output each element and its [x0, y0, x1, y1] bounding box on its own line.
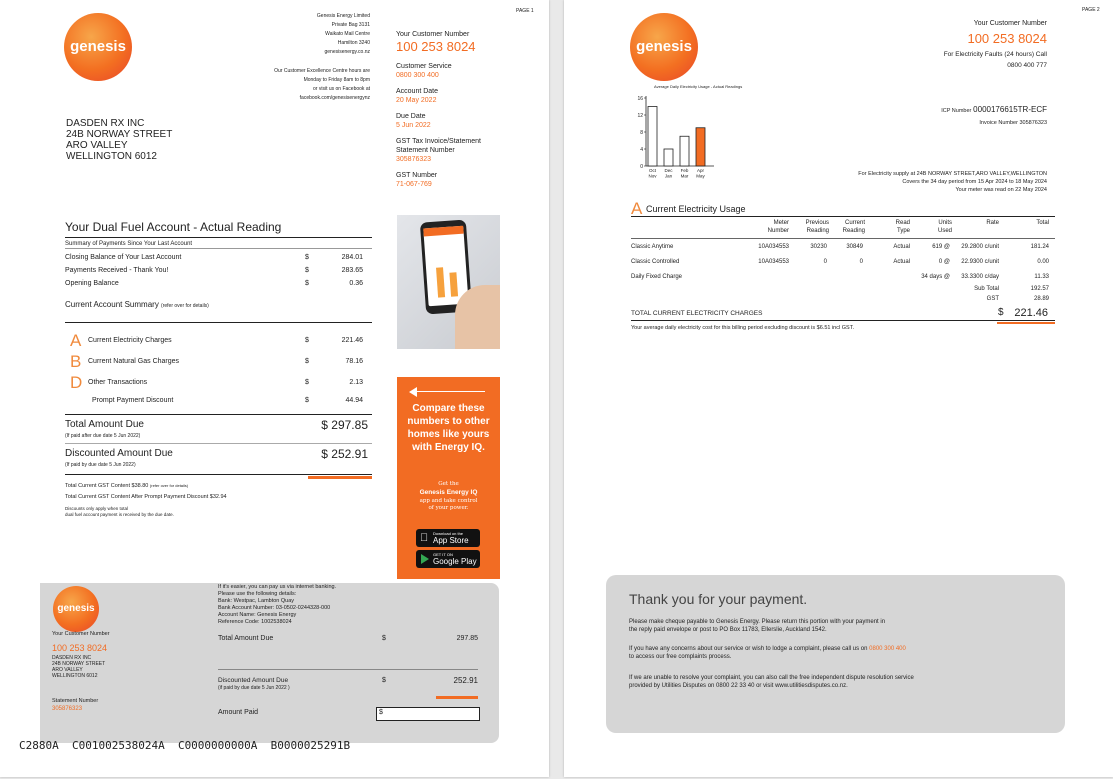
cheque-paragraph: Please make cheque payable to Genesis Energy. Please return this portion with your payment in the reply paid envelope or post to PO Box 11783, Ellerslie, Auckland 1542. [629, 619, 886, 633]
charge-letter: B [70, 352, 82, 371]
faults-label: For Electricity Faults (24 hours) Call [943, 51, 1047, 58]
google-play-label: Google Play [433, 557, 477, 566]
slip-statement-label: Statement Number [52, 698, 99, 704]
bill-page-2 [564, 0, 1113, 777]
account-info [396, 30, 516, 189]
table-cell: 0 [823, 259, 827, 265]
col-header: Previous Reading [805, 220, 829, 234]
gst-line-1: Total Current GST Content $38.80 (refer over for details) [65, 483, 189, 489]
charge-label: Current Electricity Charges [88, 337, 172, 344]
x-tick-label: Oct [648, 168, 657, 173]
orange-underline [436, 696, 478, 699]
customer-number-label: Your Customer Number [396, 31, 470, 38]
app-store-label: App Store [433, 536, 469, 545]
charge-value: 78.16 [345, 358, 363, 365]
slip-customer-number-label: Your Customer Number [52, 631, 110, 637]
summary-value: 283.65 [341, 267, 363, 274]
currency: $ [305, 267, 309, 274]
gst-invoice-label: GST Tax Invoice/Statement [396, 138, 481, 145]
phone-photo [397, 215, 500, 349]
currency: $ [998, 307, 1004, 318]
account-title: Your Dual Fuel Account - Actual Reading [65, 220, 282, 234]
summary-title: Summary of Payments Since Your Last Account [65, 241, 193, 247]
table-cell: 0 @ [938, 259, 950, 265]
charge-letter: D [70, 373, 83, 392]
customer-address: DASDEN RX INC 24B NORWAY STREET ARO VALLEY WELLINGTON 6012 [66, 118, 173, 162]
table-cell: 10A034553 [758, 244, 789, 250]
genesis-logo: genesis [64, 13, 132, 81]
x-tick-label: Feb [680, 168, 689, 173]
table-cell: 34 days @ [921, 274, 950, 280]
charge-value: 2.13 [349, 379, 363, 386]
discount-footnote: Discounts only apply when total dual fuel account payment is received by the due date. [65, 506, 174, 517]
discount-label: Prompt Payment Discount [92, 397, 174, 404]
gst-label: GST [986, 296, 999, 302]
table-cell: Classic Anytime [631, 244, 674, 250]
col-header: Total [1036, 220, 1049, 226]
table-cell: 619 @ [932, 244, 950, 250]
table-cell: 0.00 [1037, 259, 1049, 265]
gst-number-label: GST Number [396, 172, 438, 179]
payment-slip [40, 583, 499, 743]
customer-number: 100 253 8024 [396, 39, 476, 54]
x-tick-label: Apr [696, 168, 705, 173]
col-header: Meter Number [767, 220, 789, 234]
currency: $ [382, 677, 386, 684]
service-hours: Our Customer Excellence Centre hours are Monday to Friday 8am to 8pm or visit us on Facebook at facebook.com/genesisenergynz [274, 68, 370, 101]
table-cell: Classic Controlled [631, 259, 680, 265]
arrow-left-icon [409, 387, 417, 397]
section-letter: A [631, 199, 643, 218]
app-store-small: Download on the [433, 531, 464, 536]
slip-discounted-note: (if paid by due date 5 Jun 2022 ) [218, 685, 290, 691]
total-electricity-label: TOTAL CURRENT ELECTRICITY CHARGES [631, 310, 763, 317]
usage-bar [648, 107, 657, 167]
table-cell: 10A034553 [758, 259, 789, 265]
currency: $ [305, 337, 309, 344]
table-cell: 30230 [810, 244, 827, 250]
slip-total-value: 297.85 [456, 635, 478, 642]
promo-app-name: Genesis Energy IQ [419, 489, 478, 496]
page-label: PAGE 2 [1082, 7, 1100, 13]
statement-number: 305876323 [396, 156, 432, 163]
chart-title: Average Daily Electricity Usage - Actual Readings [654, 84, 743, 89]
table-cell: 22.9300 c/unit [961, 259, 999, 265]
slip-total-label: Total Amount Due [218, 635, 274, 642]
table-cell: 0 [859, 259, 863, 265]
table-cell: 33.3300 c/day [961, 274, 999, 280]
invoice-row: Invoice Number 305876323 [979, 120, 1047, 126]
table-cell: 181.24 [1030, 244, 1049, 250]
google-play-small: GET IT ON [433, 552, 453, 557]
thank-you-panel [606, 575, 1065, 733]
usage-chart [634, 92, 724, 184]
current-summary-title: Current Account Summary (refer over for details) [65, 300, 209, 309]
y-tick-label: 4 [640, 146, 643, 153]
currency: $ [382, 635, 386, 642]
total-electricity-value: 221.46 [1014, 307, 1048, 319]
amount-paid-field[interactable]: $ [376, 707, 480, 721]
charge-label: Current Natural Gas Charges [88, 358, 180, 365]
play-icon [421, 554, 429, 564]
table-cell: Actual [893, 259, 910, 265]
ocr-barcode: C2880A C001002538024A C0000000000A B0000025291B [19, 739, 351, 752]
gst-line-2: Total Current GST Content After Prompt Payment Discount $32.94 [65, 494, 227, 500]
y-tick-label: 0 [640, 163, 643, 170]
slip-statement-number: 305876323 [52, 706, 83, 712]
total-due-note: (If paid after due date 5 Jun 2022) [65, 433, 141, 439]
summary-label: Payments Received - Thank You! [65, 267, 169, 274]
amount-paid-label: Amount Paid [218, 709, 259, 716]
total-due-value: $ 297.85 [321, 418, 368, 432]
table-cell: 29.2800 c/unit [961, 244, 999, 250]
col-header: Rate [986, 220, 999, 226]
summary-value: 284.01 [341, 254, 363, 261]
orange-underline [997, 322, 1055, 324]
customer-number-label: Your Customer Number [973, 20, 1047, 27]
due-date-label: Due Date [396, 113, 426, 120]
company-address: Genesis Energy Limited Private Bag 3131 Waikato Mail Centre Hamilton 3240 genesisenergy.co.nz [316, 13, 370, 55]
gst-value: 28.89 [1033, 296, 1049, 302]
account-date-label: Account Date [396, 88, 439, 95]
section-title: Current Electricity Usage [646, 204, 746, 214]
statement-number-label: Statement Number [396, 147, 455, 154]
faults-number: 0800 400 777 [1007, 62, 1047, 69]
summary-value: 0.36 [349, 280, 363, 287]
usage-bar [680, 136, 689, 166]
y-tick-label: 16 [637, 95, 643, 102]
slip-address: DASDEN RX INC 24B NORWAY STREET ARO VALLEY WELLINGTON 6012 [52, 655, 106, 679]
total-due-label: Total Amount Due [65, 419, 144, 430]
col-header: Units Used [937, 220, 952, 234]
promo-get-the: Get the [438, 481, 459, 487]
slip-customer-number: 100 253 8024 [52, 643, 108, 653]
y-tick-label: 12 [637, 112, 643, 119]
col-header: Read Type [895, 220, 910, 234]
account-date: 20 May 2022 [396, 97, 437, 104]
customer-service-number: 0800 300 400 [396, 72, 439, 79]
complaints-paragraph: If you have any concerns about our service or wish to lodge a complaint, please call us on 0800 300 400 to access our free complaints process. [629, 646, 906, 660]
orange-underline [308, 476, 372, 479]
due-date: 5 Jun 2022 [396, 122, 431, 129]
icp-row: ICP Number 0000176615TR-ECF [941, 105, 1047, 114]
app-store-button[interactable] [416, 529, 480, 547]
slip-discounted-value: 252.91 [453, 676, 478, 685]
charge-letter: A [70, 331, 82, 350]
discounted-due-note: (If paid by due date 5 Jun 2022) [65, 462, 136, 468]
customer-service-label: Customer Service [396, 63, 452, 70]
summary-label: Closing Balance of Your Last Account [65, 254, 182, 261]
charge-value: 221.46 [341, 337, 363, 344]
gst-number: 71-067-769 [396, 181, 432, 188]
charge-label: Other Transactions [88, 379, 148, 386]
currency: $ [305, 379, 309, 386]
average-cost-note: Your average daily electricity cost for this billing period excluding discount is $6.51 incl GST. [631, 325, 854, 331]
page-label: PAGE 1 [516, 8, 534, 14]
bill-page-1 [0, 0, 549, 777]
sub-total-value: 192.57 [1030, 286, 1049, 292]
thank-you-title: Thank you for your payment. [629, 591, 808, 607]
energy-iq-promo [397, 377, 500, 579]
discounted-due-value: $ 252.91 [321, 447, 368, 461]
x-tick-label: Jan [664, 173, 673, 179]
table-cell: Daily Fixed Charge [631, 274, 683, 280]
currency: $ [305, 358, 309, 365]
y-tick-label: 8 [640, 129, 643, 136]
sub-total-label: Sub Total [974, 286, 999, 292]
supply-info: For Electricity supply at 24B NORWAY STREET,ARO VALLEY,WELLINGTON Covers the 34 day period from 15 Apr 2024 to 18 May 2024 Your meter was read on 22 May 2024 [858, 171, 1047, 193]
discount-value: 44.94 [345, 397, 363, 404]
slip-discounted-label: Discounted Amount Due [218, 677, 289, 684]
x-tick-label: Nov [648, 173, 657, 179]
discounted-due-label: Discounted Amount Due [65, 448, 173, 459]
usage-bar [696, 128, 705, 166]
promo-app-line: app and take control of your power. [419, 498, 478, 511]
google-play-button[interactable] [416, 550, 480, 568]
table-cell: Actual [893, 244, 910, 250]
x-tick-label: Dec [664, 168, 673, 173]
currency: $ [305, 397, 309, 404]
x-tick-label: May [696, 173, 705, 179]
usage-bar [664, 149, 673, 166]
genesis-logo: genesis [630, 13, 698, 81]
currency: $ [305, 254, 309, 261]
summary-label: Opening Balance [65, 280, 119, 287]
x-tick-label: Mar [680, 173, 689, 179]
table-cell: 30849 [846, 244, 863, 250]
apple-icon [420, 532, 428, 544]
col-header: Current Reading [842, 220, 865, 234]
disputes-paragraph: If we are unable to resolve your complaint, you can also call the free independent dispute resolution service provided by Utilities Disputes on 0800 22 33 40 or visit www.utilitiesdisputes.co.nz. [629, 675, 914, 689]
customer-number: 100 253 8024 [967, 31, 1047, 46]
genesis-logo: genesis [53, 586, 99, 632]
currency: $ [305, 280, 309, 287]
bank-details: If it's easier, you can pay us via internet banking. Please use the following details: Bank: Westpac, Lambton Quay Bank Account Number: 03-0502-0244328-000 Account Name: Genesis Energy Reference Code: 1002538024 [218, 584, 337, 625]
table-cell: 11.33 [1034, 274, 1049, 280]
promo-headline: Compare these numbers to other homes like yours with Energy IQ. [407, 403, 490, 453]
